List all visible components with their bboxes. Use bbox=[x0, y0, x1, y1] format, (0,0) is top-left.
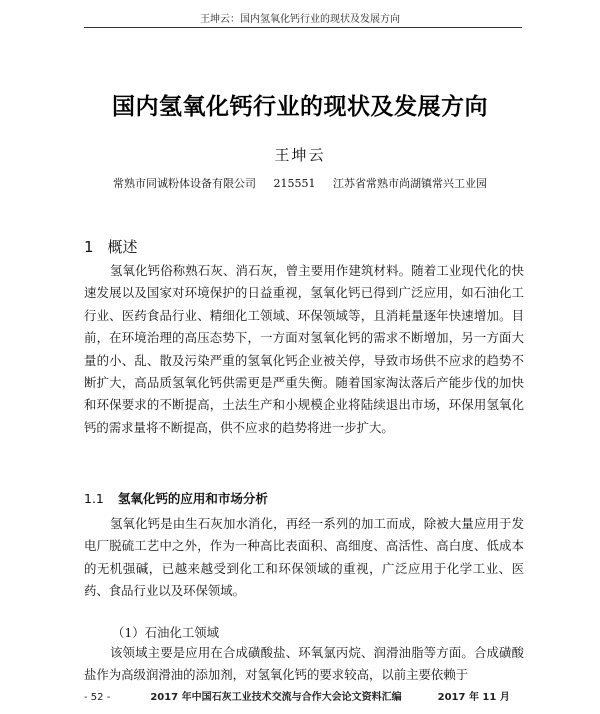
page-number: - 52 - bbox=[84, 692, 111, 703]
section-number: 1 bbox=[84, 238, 94, 256]
section-paragraph: 氢氧化钙俗称熟石灰、消石灰，曾主要用作建筑材料。随着工业现代化的快速发展以及国家对环境保护的日益重视，氢氧化钙已得到广泛应用，如石油化工行业、医药食品行业、精细化工领域、环保领域等，且消耗量逐年快速增加。目前，在环境治理的高压态势下，一方面对氢氧化钙的需求不断增加，另一方面大量的小、乱、散及污染严重的氢氧化钙企业被关停，导致市场供不应求的趋势不断扩大，高品质氢氧化钙供需更是严重失衡。随着国家淘汰落后产能步伐的加快和环保要求的不断提高，土法生产和小规模企业将陆续退出市场，环保用氢氧化钙的需求量将不断提高，供不应求的趋势将进一步扩大。 bbox=[84, 263, 524, 435]
subsection-paragraph: 氢氧化钙是由生石灰加水消化，再经一系列的加工而成，除被大量应用于发电厂脱硫工艺中之外，作为一种高比表面积、高细度、高活性、高白度、低成本的无机强碱，已越来越受到化工和环保领域的重视，广泛应用于化学工业、医药、食品行业以及环保领域。 bbox=[84, 516, 524, 599]
subsection-title: 氢氧化钙的应用和市场分析 bbox=[117, 491, 268, 506]
item-paragraph: 该领域主要是应用在合成磺酸盐、环氧氯丙烷、润滑油脂等方面。合成磺酸盐作为高级润滑油的添加剂，对氢氧化钙的要求较高，以前主要依赖于 bbox=[84, 645, 524, 683]
author-name: 王坤云 bbox=[274, 146, 326, 164]
header-rule bbox=[84, 27, 522, 28]
affiliation-postcode: 215551 bbox=[273, 177, 316, 190]
section-title: 概述 bbox=[107, 238, 138, 256]
affiliation bbox=[0, 175, 600, 191]
page-footer bbox=[84, 688, 524, 703]
section-heading bbox=[84, 236, 138, 257]
proceedings-date: 2017 年 11 月 bbox=[437, 692, 510, 703]
subsection-number: 1.1 bbox=[84, 491, 104, 506]
running-header: 王坤云：国内氢氧化钙行业的现状及发展方向 bbox=[200, 14, 400, 25]
affiliation-address: 江苏省常熟市尚湖镇常兴工业园 bbox=[333, 177, 487, 190]
proceedings-title: 2017 年中国石灰工业技术交流与合作大会论文资料汇编 bbox=[150, 692, 402, 703]
paper-title: 国内氢氧化钙行业的现状及发展方向 bbox=[112, 94, 488, 120]
subsection-heading bbox=[84, 489, 268, 507]
item-heading: （1）石油化工领域 bbox=[112, 625, 220, 640]
affiliation-company: 常熟市同诚粉体设备有限公司 bbox=[113, 177, 256, 190]
